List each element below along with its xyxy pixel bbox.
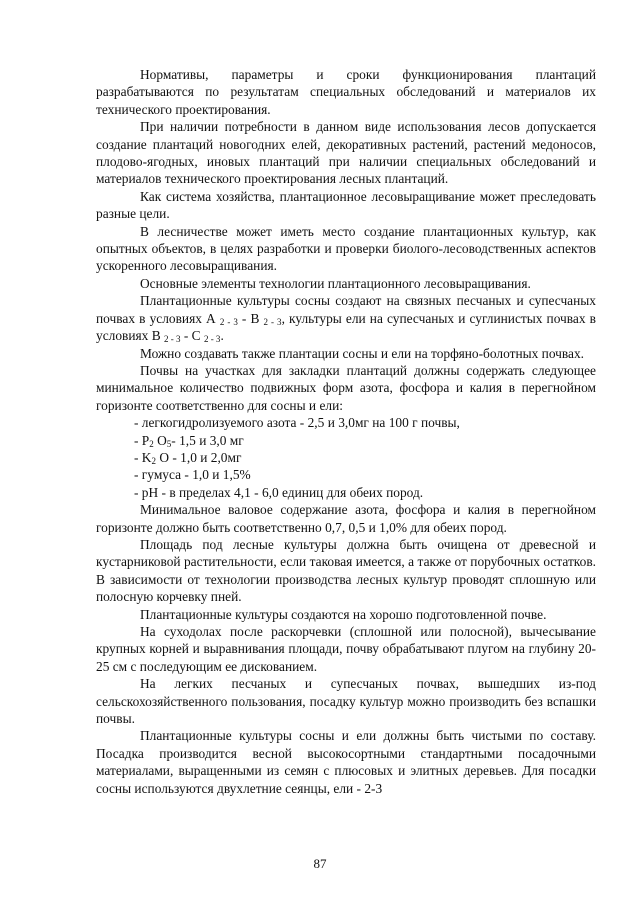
paragraph: На легких песчаных и супесчаных почвах, вышедших из-под сельскохозяйственного пользования, посадку культур можно производить без вспашки почвы. — [96, 676, 596, 727]
subscript: 5 — [166, 438, 172, 449]
subscript: 2 — [149, 438, 154, 449]
paragraph: Плантационные культуры сосны создают на связных песчаных и супесчаных почвах в условиях А $_{2 - 3}$ - В $_{2 - 3}$, культуры ели на супесчаных и суглинистых почвах в условиях В $_{2 - 3}$ - С $_{2 - 3}$. — [96, 293, 597, 345]
paragraph: Как система хозяйства, плантационное лесовыращивание может преследовать разные цели. — [96, 188, 596, 222]
paragraph: Можно создавать также плантации сосны и ели на торфяно-болотных почвах. — [140, 345, 585, 361]
list-item: - гумуса - 1,0 и 1,5% — [134, 467, 251, 483]
page-number: 87 — [313, 856, 327, 871]
paragraph: Почвы на участках для закладки плантаций должны содержать следующее минимальное количество подвижных форм азота, фосфора и калия в перегнойном горизонте соответственно для сосны и ели: — [96, 362, 596, 413]
paragraph: Основные элементы технологии плантационного лесовыращивания. — [140, 275, 531, 291]
paragraph: Плантационные культуры создаются на хорошо подготовленной почве. — [140, 606, 547, 622]
paragraph: В лесничестве может иметь место создание плантационных культур, как опытных объектов, в целях разработки и проверки биолого-лесоводственных аспектов ускоренного лесовыращивания. — [96, 223, 596, 274]
subscript: 2 - 3 — [203, 334, 221, 345]
list-item: - $P_2$ $O_5-$ 1,5 и 3,0 мг — [134, 432, 244, 449]
paragraph: Минимальное валовое содержание азота, фосфора и калия в перегнойном горизонте должно быть соответственно 0,7, 0,5 и 1,0% для обеих пород. — [96, 502, 596, 535]
subscript: 2 - 3 — [219, 316, 238, 327]
paragraph: Нормативы, параметры и сроки функционирования плантаций разрабатываются по результатам специальных обследований и материалов их технического проектирования. — [96, 67, 596, 117]
paragraph: Плантационные культуры сосны и ели должны быть чистыми по составу. Посадка производится весной высокосортными стандартными посадочными материалами, выращенными из семян с плюсовых и элитных деревьев. Для посадки сосны используются двухлетние сеянцы, ели - 2-3 — [96, 728, 596, 796]
subscript: 2 — [151, 455, 156, 466]
page-body — [96, 66, 596, 797]
list-item: - $K_2$ O - 1,0 и 2,0мг — [134, 449, 242, 466]
list-item: - pH - в пределах 4,1 - 6,0 единиц для обеих пород. — [134, 484, 424, 500]
subscript: 2 - 3 — [164, 334, 181, 345]
paragraph: Площадь под лесные культуры должна быть очищена от древесной и кустарниковой растительности, если таковая имеется, а также от порубочных остатков. В зависимости от технологии производства лесных культур проводят сплошную или полосную корчевку пней. — [96, 536, 596, 605]
list-item: - легкогидролизуемого азота - 2,5 и 3,0мг на 100 г почвы, — [134, 415, 460, 431]
paragraph: На суходолах после раскорчевки (сплошной или полосной), вычесывание крупных корней и выравнивания площади, почву обрабатывают плугом на глубину 20-25 см с последующим ее дискованием. — [96, 624, 596, 674]
paragraph: При наличии потребности в данном виде использования лесов допускается создание плантаций новогодних елей, декоративных растений, растений медоносов, плодово-ягодных, иновых плантаций при наличии специальных обследований и материалов технического проектирования лесных плантаций. — [96, 119, 596, 187]
subscript: 2 - 3 — [263, 316, 282, 327]
